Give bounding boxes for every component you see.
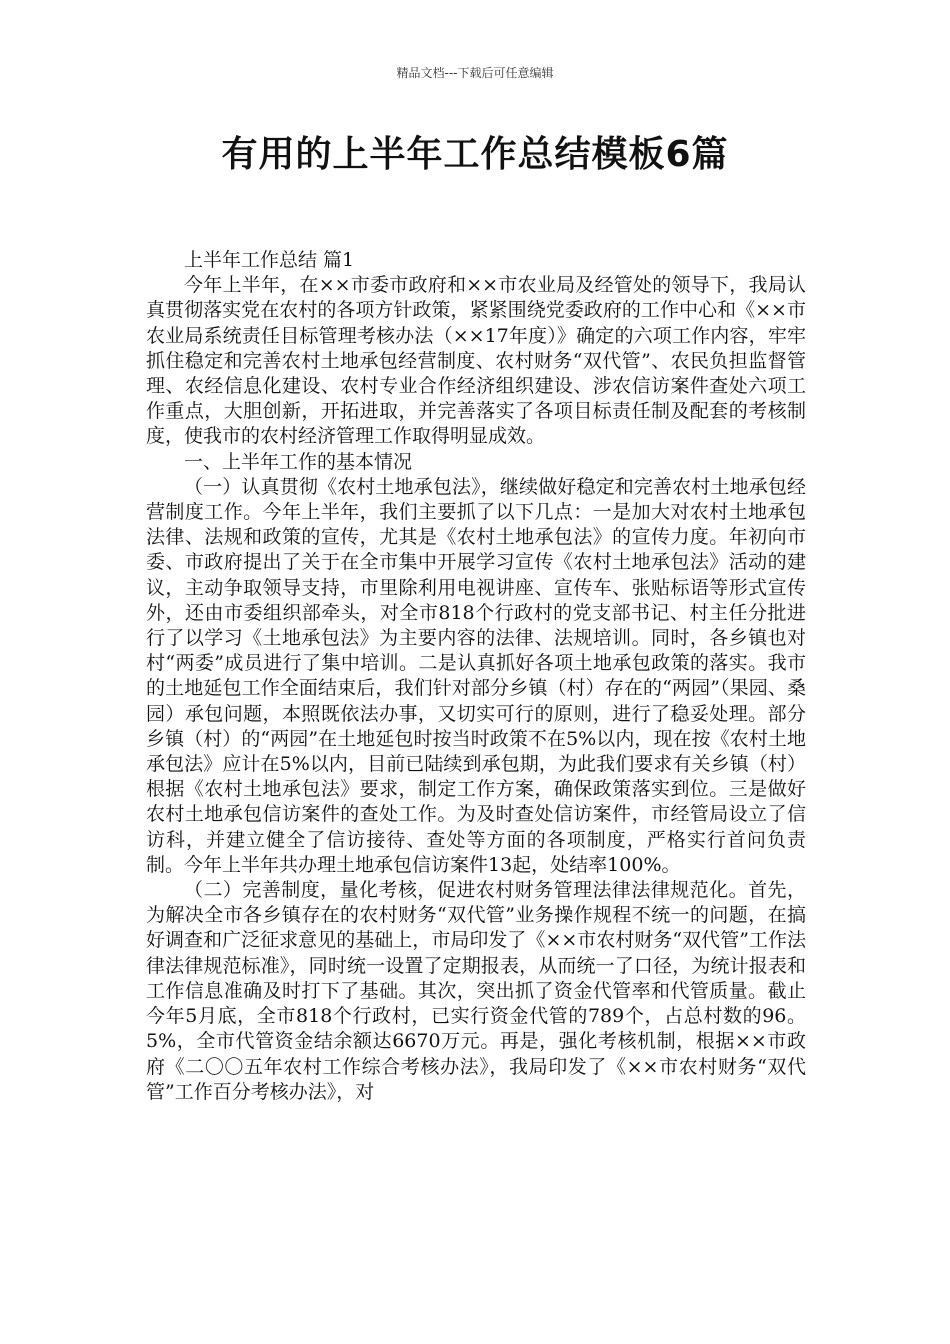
section-heading: 上半年工作总结 篇1 <box>184 249 355 271</box>
document-body <box>146 248 806 1105</box>
paragraph-intro: 今年上半年，在××市委市政府和××市农业局及经管处的领导下，我局认真贯彻落实党在农村的各项方针政策，紧紧围绕党委政府的工作中心和《××市农业局系统责任目标管理考核办法（××17年度）》确定的六项工作内容，牢牢抓住稳定和完善农村土地承包经营制度、农村财务“双代管”、农民负担监督管理、农经信息化建设、农村专业合作经济组织建设、涉农信访案件查处六项工作重点，大胆创新，开拓进取，并完善落实了各项目标责任制及配套的考核制度，使我市的农村经济管理工作取得明显成效。 <box>146 274 806 448</box>
paragraph-land-contract: （一）认真贯彻《农村土地承包法》，继续做好稳定和完善农村土地承包经营制度工作。今年上半年，我们主要抓了以下几点：一是加大对农村土地承包法律、法规和政策的宣传，尤其是《农村土地承包法》的宣传力度。年初向市委、市政府提出了关于在全市集中开展学习宣传《农村土地承包法》活动的建议，主动争取领导支持，市里除利用电视讲座、宣传车、张贴标语等形式宣传外，还由市委组织部牵头，对全市818个行政村的党支部书记、村主任分批进行了以学习《土地承包法》为主要内容的法律、法规培训。同时，各乡镇也对村“两委”成员进行了集中培训。二是认真抓好各项土地承包政策的落实。我市的土地延包工作全面结束后，我们针对部分乡镇（村）存在的“两园”（果园、桑园）承包问题，本照既依法办事，又切实可行的原则，进行了稳妥处理。部分乡镇（村）的“两园”在土地延包时按当时政策不在5%以内，现在按《农村土地承包法》应计在5%以内，目前已陆续到承包期，为此我们要求有关乡镇（村）根据《农村土地承包法》要求，制定工作方案，确保政策落实到位。三是做好农村土地承包信访案件的查处工作。为及时查处信访案件，市经管局设立了信访科，并建立健全了信访接待、查处等方面的各项制度，严格实行首问负责制。今年上半年共办理土地承包信访案件13起，处结率100%。 <box>146 475 806 876</box>
paragraph-heading-basic-situation: 一、上半年工作的基本情况 <box>184 450 413 473</box>
document-title: 有用的上半年工作总结模板6篇 <box>221 134 729 175</box>
paragraph-finance-management: （二）完善制度，量化考核，促进农村财务管理法律法律规范化。首先，为解决全市各乡镇存在的农村财务“双代管”业务操作规程不统一的问题，在搞好调查和广泛征求意见的基础上，市局印发了《××市农村财务“双代管”工作法律法律规范标准》，同时统一设置了定期报表，从而统一了口径，为统计报表和工作信息准确及时打下了基础。其次，突出抓了资金代管率和代管质量。截止今年5月底，全市818个行政村，已实行资金代管的789个，占总村数的96。5%，全市代管资金结余额达6670万元。再是，强化考核机制，根据××市政府《二〇〇五年农村工作综合考核办法》，我局印发了《××市农村财务“双代管”工作百分考核办法》，对 <box>146 879 806 1103</box>
header-note: 精品文档---下载后可任意编辑 <box>396 66 554 80</box>
